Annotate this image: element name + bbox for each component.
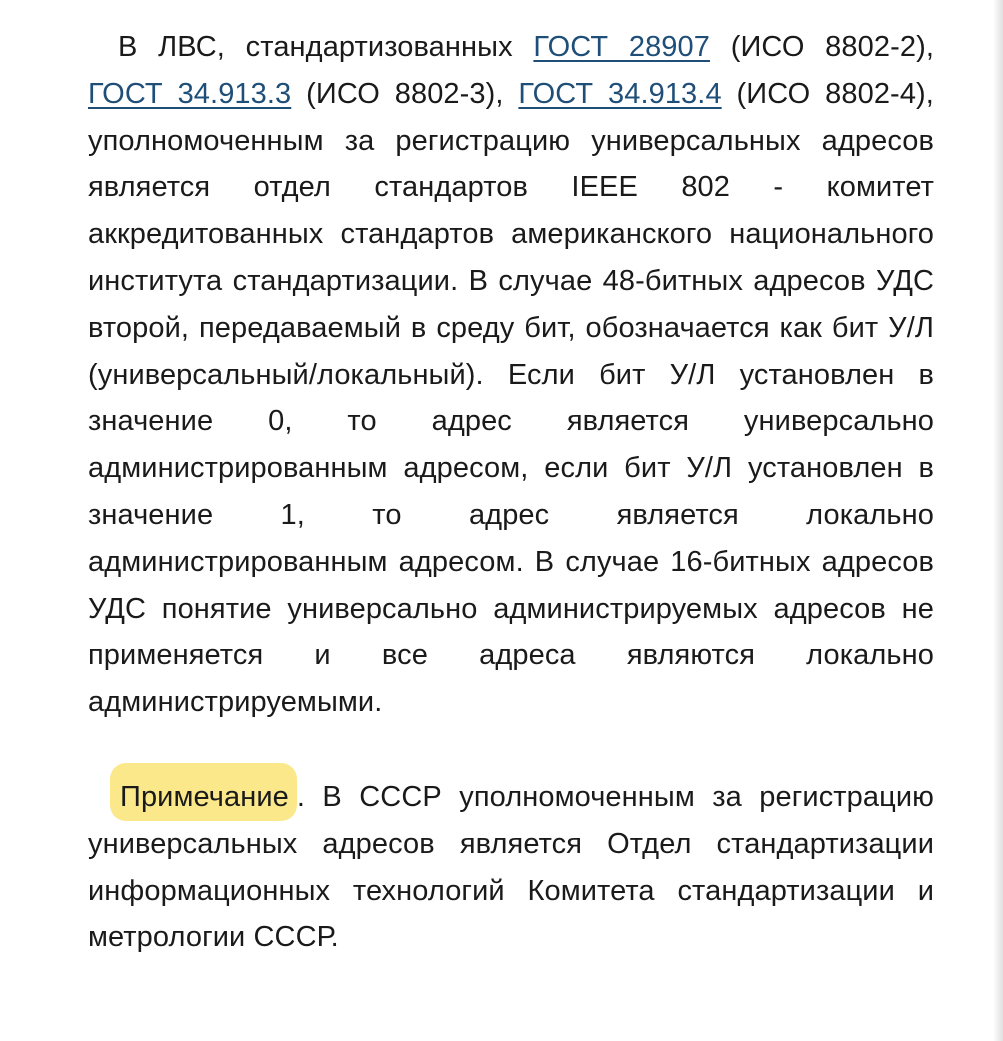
note-text: . В СССР уполномоченным за регистрацию универсальных адресов является Отдел стандартизации информационных технологий Комитета стандартизации и метрологии СССР. <box>88 780 934 954</box>
paragraph-text-segment: (ИСО 8802-4), уполномоченным за регистрацию универсальных адресов является отдел стандартов IEEE 802 - комитет аккредитованных стандартов американского национального института стандартизации. В случае 48-битных адресов УДС второй, передаваемый в среду бит, обозначается как бит У/Л (универсальный/локальный). Если бит У/Л установлен в значение 0, то адрес является универсально администрированным адресом, если бит У/Л установлен в значение 1, то адрес является локально администрированным адресом. В случае 16-битных адресов УДС понятие универсально администрируемых адресов не применяется и все адреса являются локально администрируемыми. <box>88 77 934 719</box>
paragraph-note <box>88 774 934 961</box>
page-edge-shadow <box>993 0 1003 1041</box>
note-label-highlighted: Примечание <box>110 763 297 821</box>
link-gost-34-913-3[interactable]: ГОСТ 34.913.3 <box>88 77 292 110</box>
document-body <box>88 24 934 961</box>
paragraph-registration-authority <box>88 24 934 726</box>
paragraph-text-segment: (ИСО 8802-3), <box>291 77 519 110</box>
link-gost-28907[interactable]: ГОСТ 28907 <box>533 31 710 63</box>
link-gost-34-913-4[interactable]: ГОСТ 34.913.4 <box>518 77 722 110</box>
paragraph-text-segment: (ИСО 8802-2), <box>710 31 935 63</box>
paragraph-text-segment: В ЛВС, стандартизованных <box>118 31 534 63</box>
